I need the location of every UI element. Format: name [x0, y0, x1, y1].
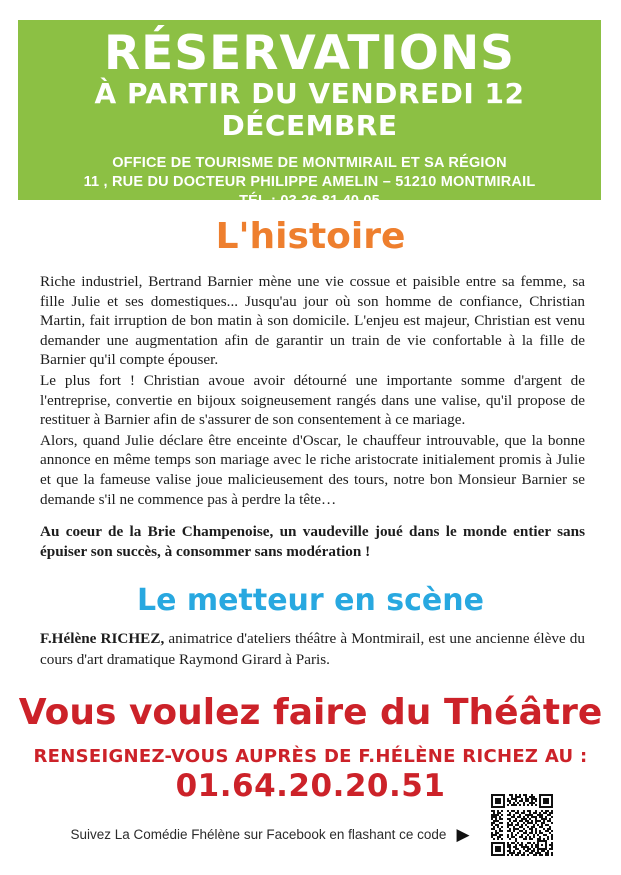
story-paragraph: Riche industriel, Bertrand Barnier mène une vie cossue et paisible entre sa femme, sa fille Julie et ses domestiques... Jusqu'au jour où son homme de confiance, Christian Martin, fait irruption de bon matin à son domicile. L'enjeu est majeur, Christian est venu demander une augmentation afin de garantir un train de vie confortable à la fille de Barnier qu'il compte épouser.	[40, 273, 585, 369]
qr-code[interactable]	[489, 792, 555, 858]
story-emphasis: Au coeur de la Brie Champenoise, un vaudeville joué dans le monde entier sans épuiser son succès, à consommer sans modération !	[40, 523, 585, 560]
address-line-phone: TÉL : 03 26 81 40 05	[239, 193, 380, 209]
section-heading-call-to-action: Vous voulez faire du Théâtre	[18, 692, 603, 733]
section-heading-story: L'histoire	[215, 216, 406, 257]
story-paragraph: Le plus fort ! Christian avoue avoir détourné une importante somme d'argent de l'entreprise, convertie en bijoux soigneusement rangés dans une valise, qu'il propose de restituer à Barnier afin de s'assurer de son consentement à ce mariage.	[40, 371, 585, 429]
director-body	[40, 628, 585, 670]
story-paragraph: Alors, quand Julie déclare être enceinte d'Oscar, le chauffeur introuvable, que la bonne annonce en même temps son mariage avec le riche aristocrate initialement promis à Julie et que la fameuse valise joue malicieusement des tours, notre bon Monsieur Barnier se demande s'il ne commence pas à perdre la tête…	[40, 431, 585, 508]
banner-subtitle: À PARTIR DU VENDREDI 12 DÉCEMBRE	[94, 77, 525, 142]
contact-instruction: RENSEIGNEZ-VOUS AUPRÈS DE F.HÉLÈNE RICHEZ AU :	[33, 746, 588, 767]
arrow-right-icon: ▶	[456, 825, 470, 844]
section-heading-director: Le metteur en scène	[137, 583, 484, 618]
story-body	[40, 272, 585, 562]
footer-text: Suivez La Comédie Fhélène sur Facebook en flashant ce code	[70, 827, 447, 842]
director-name: F.Hélène RICHEZ,	[40, 630, 165, 647]
banner-title: RÉSERVATIONS	[103, 26, 516, 81]
reservation-banner	[18, 20, 601, 209]
contact-phone-number[interactable]: 01.64.20.20.51	[175, 768, 446, 804]
address-line-street: 11 , RUE DU DOCTEUR PHILIPPE AMELIN – 51210 MONTMIRAIL	[83, 174, 536, 190]
director-description: animatrice d'ateliers théâtre à Montmirail, est une ancienne élève du cours d'art dramatique Raymond Girard à Paris.	[40, 630, 585, 668]
footer-facebook-note	[60, 826, 480, 843]
banner-address-block	[18, 154, 601, 211]
address-line-office: OFFICE DE TOURISME DE MONTMIRAIL ET SA RÉGION	[112, 155, 507, 171]
